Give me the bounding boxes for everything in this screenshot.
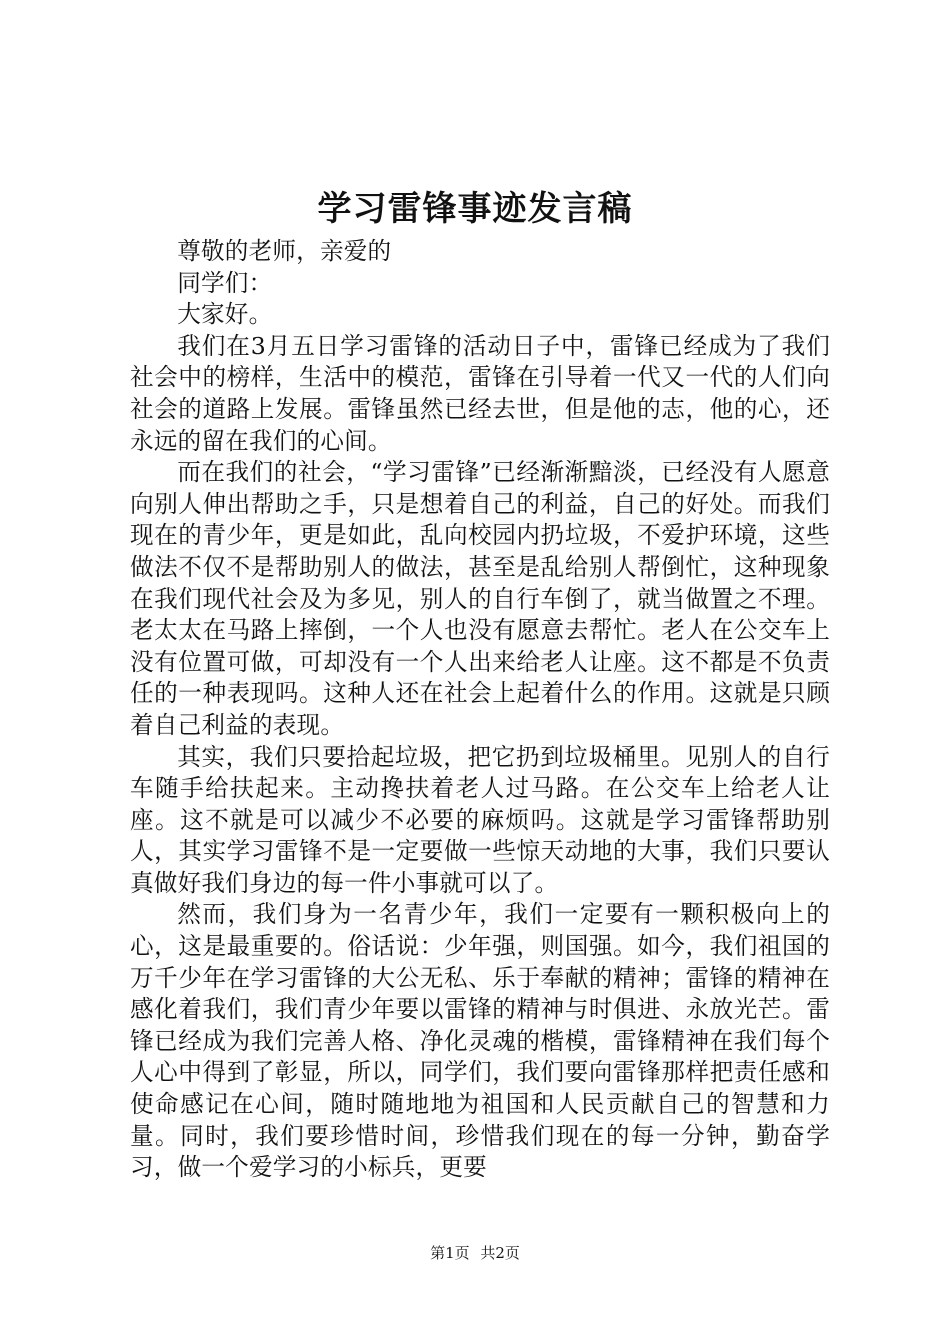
greeting-line: 同学们： bbox=[177, 268, 273, 297]
body-paragraph: 我们在3月五日学习雷锋的活动日子中，雷锋已经成为了我们社会中的榜样，生活中的模范，雷锋在引导着一代又一代的人们向社会的道路上发展。雷锋虽然已经去世，但是他的志，他的心，还永远的留在我们的心间。 bbox=[130, 331, 830, 455]
greeting-line: 尊敬的老师，亲爱的 bbox=[177, 237, 392, 265]
body-paragraph: 然而，我们身为一名青少年，我们一定要有一颗积极向上的心，这是最重要的。俗话说：少年强，则国强。如今，我们祖国的万千少年在学习雷锋的大公无私、乐于奉献的精神；雷锋的精神在感化着我们，我们青少年要以雷锋的精神与时俱进、永放光芒。雷锋已经成为我们完善人格、净化灵魂的楷模，雷锋精神在我们每个人心中得到了彰显，所以，同学们，我们要向雷锋那样把责任感和使命感记在心间，随时随地地为祖国和人民贡献自己的智慧和力量。同时，我们要珍惜时间，珍惜我们现在的每一分钟，勤奋学习，做一个爱学习的小标兵，更要 bbox=[130, 900, 830, 1182]
page-footer bbox=[0, 1243, 950, 1263]
body-paragraph: 而在我们的社会，“学习雷锋”已经渐渐黯淡，已经没有人愿意向别人伸出帮助之手，只是想着自己的利益，自己的好处。而我们现在的青少年，更是如此，乱向校园内扔垃圾，不爱护环境，这些做法不仅不是帮助别人的做法，甚至是乱给别人帮倒忙，这种现象在我们现代社会及为多见，别人的自行车倒了，就当做置之不理。老太太在马路上摔倒，一个人也没有愿意去帮忙。老人在公交车上没有位置可做，可却没有一个人出来给老人让座。这不都是不负责任的一种表现吗。这种人还在社会上起着什么的作用。这就是只顾着自己利益的表现。 bbox=[130, 458, 830, 739]
greeting-line: 大家好。 bbox=[177, 300, 273, 329]
body-paragraph: 其实，我们只要拾起垃圾，把它扔到垃圾桶里。见别人的自行车随手给扶起来。主动搀扶着老人过马路。在公交车上给老人让座。这不就是可以减少不必要的麻烦吗。这就是学习雷锋帮助别人，其实学习雷锋不是一定要做一些惊天动地的大事，我们只要认真做好我们身边的每一件小事就可以了。 bbox=[130, 742, 830, 897]
document-body bbox=[130, 236, 830, 1182]
page-total: 共2页 bbox=[480, 1244, 520, 1262]
document-title: 学习雷锋事迹发言稿 bbox=[317, 189, 633, 229]
page-number: 第1页 bbox=[430, 1244, 470, 1262]
